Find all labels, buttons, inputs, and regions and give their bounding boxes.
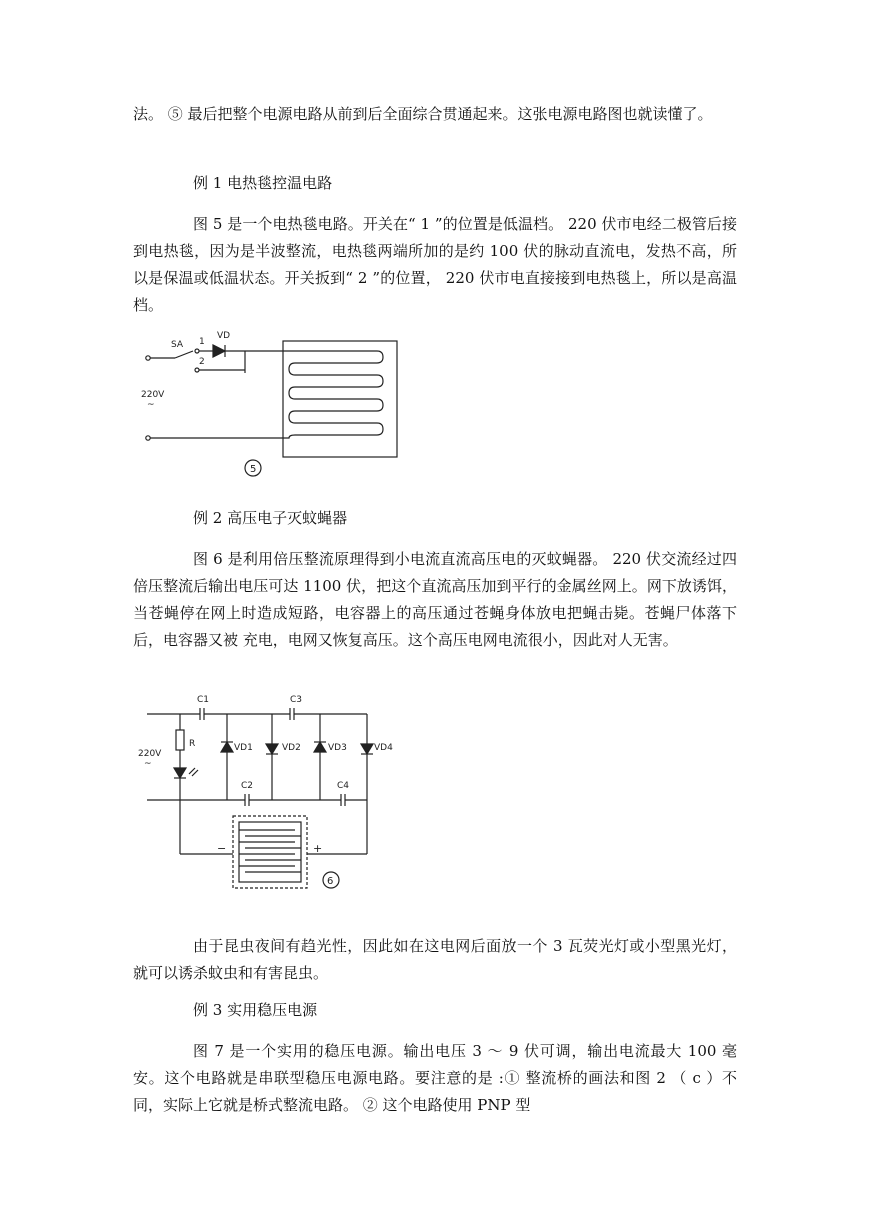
- switch-label: SA: [171, 340, 184, 350]
- figure-5-circuit: [135, 325, 410, 485]
- diode-vd1-label: VD1: [234, 743, 253, 753]
- ac-symbol: ~: [147, 400, 155, 410]
- switch-position-1-label: 1: [199, 337, 205, 347]
- capacitor-c3-label: C3: [290, 695, 303, 705]
- diode-vd4-label: VD4: [374, 743, 393, 753]
- paragraph-insect-light: 由于昆虫夜间有趋光性，因此如在这电网后面放一个 3 瓦荧光灯或小型黑光灯，就可以诱杀蚊虫和有害昆虫。: [133, 937, 737, 982]
- figure-6-circuit: [135, 690, 395, 905]
- diode-label: VD: [217, 331, 231, 341]
- mesh-minus-label: −: [217, 842, 227, 855]
- input-voltage-label: 220V: [138, 749, 162, 759]
- figure-number-5: 5: [250, 464, 257, 475]
- capacitor-c2-label: C2: [241, 781, 254, 791]
- capacitor-c4-label: C4: [337, 781, 350, 791]
- mesh-plus-label: +: [313, 842, 323, 855]
- diode-vd2-label: VD2: [282, 743, 301, 753]
- heading-example-3: 例 3 实用稳压电源: [193, 1001, 318, 1019]
- input-voltage-label: 220V: [141, 390, 165, 400]
- paragraph-intro-end: 法。 ⑤ 最后把整个电源电路从前到后全面综合贯通起来。这张电源电路图也就读懂了。: [133, 105, 713, 123]
- heading-example-1: 例 1 电热毯控温电路: [193, 174, 333, 192]
- diode-vd3-label: VD3: [328, 743, 347, 753]
- paragraph-example-3: 图 7 是一个实用的稳压电源。输出电压 3 ～ 9 伏可调，输出电流最大 100 毫安。这个电路就是串联型稳压电源电路。要注意的是 :① 整流桥的画法和图 2 （ c ）不同，实际上它就是桥式整流电路。 ② 这个电路使用 PNP 型: [133, 1042, 737, 1114]
- paragraph-example-1: 图 5 是一个电热毯电路。开关在“ 1 ”的位置是低温档。 220 伏市电经二极管后接到电热毯，因为是半波整流，电热毯两端所加的是约 100 伏的脉动直流电，发热不高，所以是保温或低温状态。开关扳到“ 2 ”的位置， 220 伏市电直接接到电热毯上，所以是高温档。: [133, 215, 737, 314]
- switch-position-2-label: 2: [199, 357, 205, 367]
- capacitor-c1-label: C1: [197, 695, 210, 705]
- resistor-label: R: [189, 739, 196, 749]
- figure-number-6: 6: [327, 876, 334, 887]
- heading-example-2: 例 2 高压电子灭蚊蝇器: [193, 509, 348, 527]
- ac-symbol: ~: [144, 759, 152, 769]
- paragraph-example-2: 图 6 是利用倍压整流原理得到小电流直流高压电的灭蚊蝇器。 220 伏交流经过四倍压整流后输出电压可达 1100 伏，把这个直流高压加到平行的金属丝网上。网下放诱饵，当苍蝇停在网上时造成短路，电容器上的高压通过苍蝇身体放电把蝇击毙。苍蝇尸体落下后，电容器又被 充电，电网又恢复高压。这个高压电网电流很小，因此对人无害。: [133, 550, 737, 649]
